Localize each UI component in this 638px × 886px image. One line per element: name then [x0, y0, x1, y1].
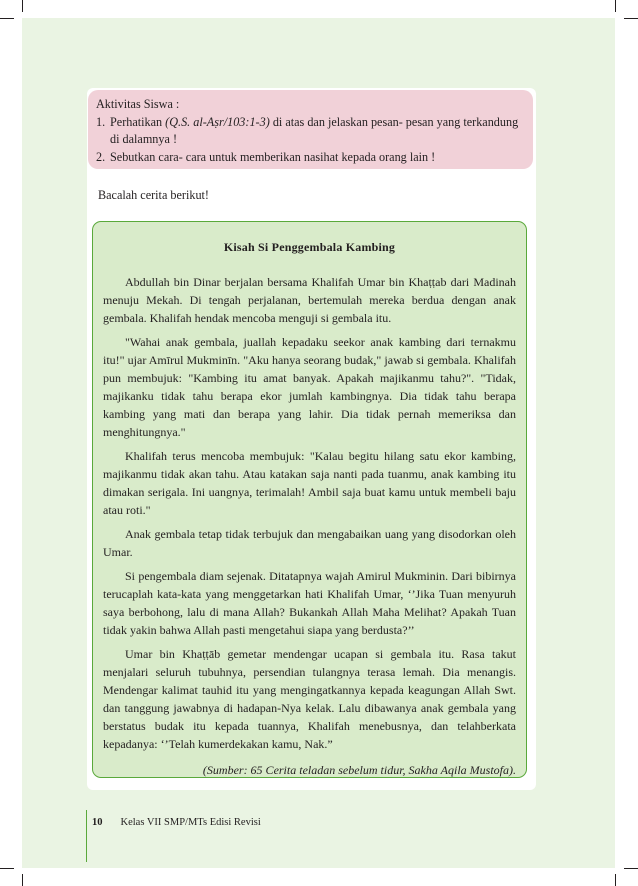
crop-mark: [22, 0, 23, 12]
story-paragraph: Anak gembala tetap tidak terbujuk dan mengabaikan uang yang disodorkan oleh Umar.: [103, 527, 516, 559]
reading-instruction: Bacalah cerita berikut!: [98, 188, 209, 202]
story-title: Kisah Si Penggembala Kambing: [223, 240, 396, 254]
footer-divider: [86, 810, 87, 862]
story-paragraph: Si pengembala diam sejenak. Ditatapnya wajah Amirul Mukminin. Dari bibirnya terucaplah kata-kata yang menggetarkan hati Khalifah Umar, ‘’Jika Tuan menyuruh saya berbohong, lalu di mana Allah? Bukankah Allah Maha Melihat? Apakah Tuan tidak yakin bahwa Allah pasti mengetahui siapa yang berdusta?’’: [103, 569, 516, 637]
story-paragraph: "Wahai anak gembala, juallah kepadaku seekor anak kambing dari ternakmu itu!" ujar Amīrul Mukminīn. "Aku hanya seorang budak," jawab si gembala. Khalifah pun membujuk: "Kambing itu amat banyak. Apakah majikanmu tahu?". "Tidak, majikanku tidak tahu berapa ekor jumlah kambingnya. Dia tidak tahu berapa kambing yang mati dan berapa yang lahir. Dia tidak pernah memeriksa dan menghitungnya.": [103, 335, 516, 439]
item-number: 2.: [96, 149, 106, 164]
activity-box: [88, 90, 533, 169]
book-title: Kelas VII SMP/MTs Edisi Revisi: [120, 817, 261, 828]
activity-item: [96, 149, 525, 167]
story-source: (Sumber: 65 Cerita teladan sebelum tidur, Sakha Aqila Mustofa).: [202, 763, 516, 777]
crop-mark: [22, 874, 23, 886]
activity-item: [96, 114, 525, 149]
item-text-part: Perhatikan: [110, 114, 166, 129]
activity-heading: Aktivitas Siswa :: [96, 97, 180, 111]
page-number: 10: [92, 817, 103, 828]
item-text: Sebutkan cara- cara untuk memberikan nasihat kepada orang lain !: [110, 149, 436, 164]
story-paragraph: Umar bin Khaṭṭāb gemetar mendengar ucapan si gembala itu. Rasa takut menjalari seluruh tubuhnya, persendian tulangnya terasa lemah. Dia menangis. Mendengar kalimat tauhid itu yang mengingatkannya kepada keagungan Allah Swt. dan tanggung jawabnya di hadapan-Nya kelak. Lalu dibawanya anak gembala yang berstatus budak itu kepada tuannya, Khalifah menebusnya, dan telahberkata kepadanya: ‘’Telah kumerdekakan kamu, Nak.”: [103, 647, 516, 751]
crop-mark: [615, 0, 616, 12]
story-paragraph: Abdullah bin Dinar berjalan bersama Khalifah Umar bin Khaṭṭab dari Madinah menuju Mekah. Di tengah perjalanan, bertemulah mereka berdua dengan anak gembala. Khalifah hendak mencoba menguji si gembala itu.: [103, 275, 516, 325]
story-paragraph: Khalifah terus mencoba membujuk: "Kalau begitu hilang satu ekor kambing, majikanmu tidak akan tahu. Atau katakan saja nanti pada tuanmu, anak kambing itu dimakan serigala. Ini uangnya, terimalah! Ambil saja buat kamu untuk membeli baju atau roti.": [103, 449, 516, 517]
crop-mark: [624, 18, 638, 19]
crop-mark: [624, 868, 638, 869]
story-box: [92, 221, 527, 778]
item-number: 1.: [96, 114, 106, 129]
crop-mark: [615, 874, 616, 886]
crop-mark: [0, 868, 14, 869]
crop-mark: [0, 18, 14, 19]
item-text: [110, 114, 525, 149]
quran-reference: (Q.S. al-Aṣr/103:1-3): [165, 114, 270, 129]
item-text-part: di atas dan jelaskan pesan- pesan yang terkandung di dalamnya !: [110, 114, 519, 146]
page-footer: [92, 817, 261, 828]
